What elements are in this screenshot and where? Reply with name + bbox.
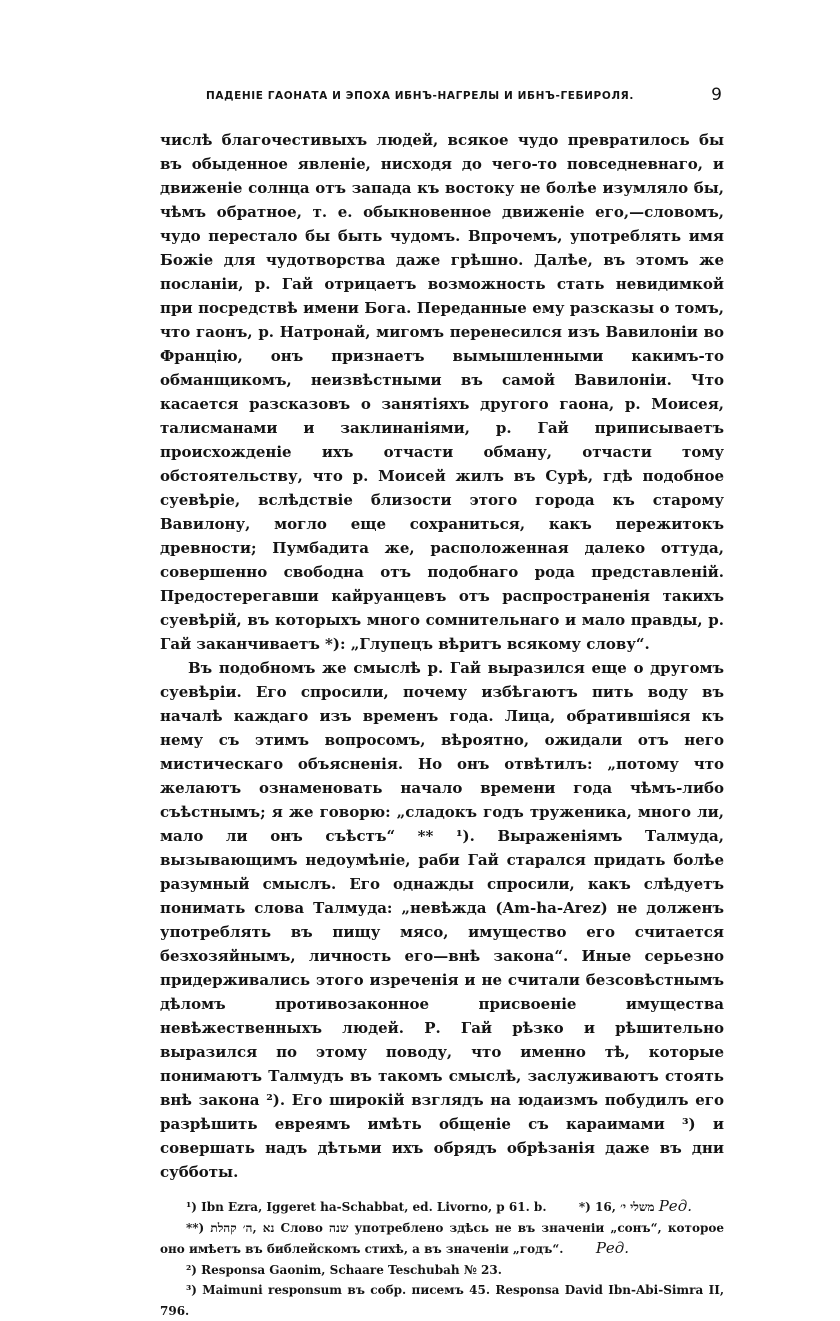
footnote (160, 1260, 724, 1281)
paragraph: Въ подобномъ же смыслѣ р. Гай выразился еще о другомъ суевѣріи. Его спросили, почему избѣгаютъ пить воду въ началѣ каждаго изъ временъ года. Лица, обратившіяся къ нему съ этимъ вопросомъ, вѣроятно, ожидали отъ него мистическаго объясненія. Но онъ отвѣтилъ: „потому что желаютъ ознаменовать начало времени года чѣмъ-либо съѣстнымъ; я же говорю: „сладокъ годъ труженика, много ли, мало ли онъ съѣстъ“ ** ¹). Выраженіямъ Талмуда, вызывающимъ недоумѣніе, раби Гай старался придать болѣе разумный смыслъ. Его однажды спросили, какъ слѣдуетъ понимать слова Талмуда: „невѣжда (Am-ha-Arez) не долженъ употреблять въ пищу мясо, имущество его считается безхозяйнымъ, личность его—внѣ закона“. Иные серьезно придерживались этого изреченія и не считали безсовѣстнымъ дѣломъ противозаконное присвоеніе имущества невѣжественныхъ людей. Р. Гай рѣзко и рѣшительно выразился по этому поводу, что именно тѣ, которые понимаютъ Талмудъ въ такомъ смыслѣ, заслуживаютъ стоять внѣ закона ²). Его широкій взглядъ на юдаизмъ побудилъ его разрѣшить евреямъ имѣть общеніе съ караимами ³) и совершать надъ дѣтьми ихъ обрядъ обрѣзанія даже въ дни субботы. (160, 659, 724, 1181)
editor-mark: Ред. (658, 1197, 692, 1215)
page-header (160, 84, 724, 114)
editor-mark: Ред. (595, 1239, 630, 1257)
footnote-text: ³) Maimuni responsum въ собр. писемъ 45. Responsa David Ibn-Abi-Simra II, 796. (160, 1283, 724, 1318)
footnotes (160, 1196, 724, 1321)
footnote-text: ²) Responsa Gaonim, Schaare Teschubah № 23. (186, 1262, 502, 1277)
page-number: 9 (711, 85, 722, 105)
footnote (160, 1218, 724, 1260)
footnote-note: *) 16, משלי י׳ (578, 1200, 655, 1214)
running-title: ПАДЕНІЕ ГАОНАТА И ЭПОХА ИБНЪ-НАГРЕЛЫ И ИБНЪ-ГЕБИРОЛЯ. (206, 90, 634, 102)
paragraph: числѣ благочестивыхъ людей, всякое чудо превратилось бы въ обыденное явленіе, нисходя до чего-то повседневнаго, и движеніе солнца отъ запада къ востоку не болѣе изумляло бы, чѣмъ обратное, т. е. обыкновенное движеніе его,—словомъ, чудо перестало бы быть чудомъ. Впрочемъ, употреблять имя Божіе для чудотворства даже грѣшно. Далѣе, въ этомъ же посланіи, р. Гай отрицаетъ возможность стать невидимкой при посредствѣ имени Бога. Переданные ему разсказы о томъ, что гаонъ, р. Натронай, мигомъ перенесился изъ Вавилоніи во Францію, онъ признаетъ вымышленными какимъ-то обманщикомъ, неизвѣстными въ самой Вавилоніи. Что касается разсказовъ о занятіяхъ другого гаона, р. Моисея, талисманами и заклинаніями, р. Гай приписываетъ происхожденіе ихъ отчасти обману, отчасти тому обстоятельству, что р. Моисей жилъ въ Сурѣ, гдѣ подобное суевѣріе, вслѣдствіе близости этого города къ старому Вавилону, могло еще сохраниться, какъ пережитокъ древности; Пумбадита же, расположенная далеко оттуда, совершенно свободна отъ подобнаго рода представленій. Предостерегавши кайруанцевъ отъ распространенія такихъ суевѣрій, въ которыхъ много сомнительнаго и мало правды, р. Гай заканчиваетъ *): „Глупецъ вѣритъ всякому слову“. (160, 131, 724, 653)
footnote (160, 1280, 724, 1321)
footnote-text: ¹) Ibn Ezra, Iggeret ha-Schabbat, ed. Livorno, p 61. b. (186, 1200, 547, 1214)
book-page (160, 84, 724, 1321)
footnote (160, 1196, 724, 1218)
footnote-text: **) נא ,ה׳ קהלת Слово שנה употреблено здѣсь не въ значеніи „сонъ“, которое оно имѣетъ въ библейскомъ стихѣ, а въ значеніи „годъ“. (160, 1220, 724, 1256)
body-text (160, 128, 724, 1184)
